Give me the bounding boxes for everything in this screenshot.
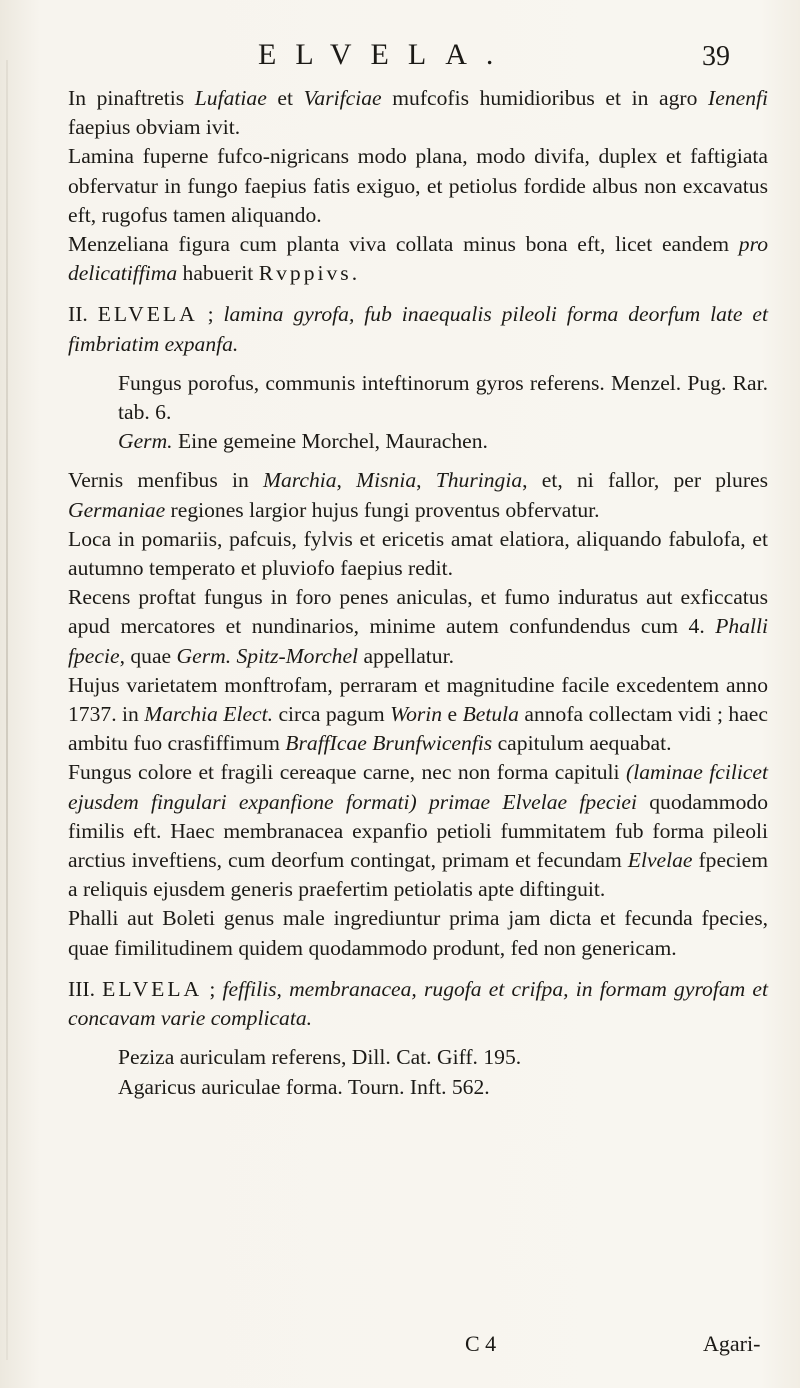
- text-run: ,: [416, 468, 436, 493]
- separator: ;: [197, 302, 224, 327]
- place-name: Marchia: [262, 468, 337, 493]
- text-run: fpeciem a reliquis ejusdem generis praefertim petiolatis apte diftinguit.: [68, 848, 768, 902]
- paragraph-phalli: Phalli aut Boleti genus male ingrediuntur prima jam dicta et fecunda fpecies, quae fimilitudinem quidem quodammodo produnt, fed non genericam.: [68, 906, 768, 960]
- language-label: Germ.: [118, 429, 173, 454]
- species-number: III.: [68, 976, 95, 1001]
- text-run: faepius obviam ivit.: [68, 115, 241, 140]
- text-run: habuerit: [177, 261, 259, 286]
- vernacular-name: Germ. Spitz-Morchel: [176, 643, 359, 668]
- paragraph-loca: Loca in pomariis, pafcuis, fylvis et ericetis amat elatiora, aliquando fabulofa, et autumno temperato et pluviofo faepius redit.: [68, 526, 768, 581]
- text-run: Menzeliana figura cum planta viva collata minus bona eft, licet eandem: [68, 232, 739, 257]
- separator: ;: [202, 976, 223, 1001]
- text-run: annofa collectam vidi ; haec ambitu fuo crasfiffimum: [68, 702, 768, 756]
- italic-phrase: pro delicatiffima: [68, 232, 768, 286]
- place-name: Thuringia: [435, 468, 523, 493]
- text-run: ,: [336, 468, 357, 493]
- paragraph-recens: [68, 583, 768, 671]
- text-run: Hujus varietatem monftrofam, perraram et magnitudine facile excedentem anno 1737. in: [68, 672, 768, 727]
- species-number: II.: [68, 302, 88, 327]
- page-header: [0, 38, 800, 78]
- text-run: Fungus colore et fragili cereaque carne, nec non forma capituli: [68, 760, 627, 785]
- italic-phrase: Phalli fpecie: [68, 614, 768, 668]
- paragraph-colore: [68, 758, 768, 904]
- place-name: Worin: [390, 702, 443, 727]
- text-run: Recens proftat fungus in foro penes aniculas, et fumo induratus aut exficcatus apud mercatores et nundinarios, minime autem confundendus cum 4.: [68, 585, 768, 639]
- spacer: [68, 963, 768, 975]
- binding-shadow: [6, 60, 8, 1360]
- place-name: Varifciae: [303, 86, 382, 110]
- paragraph-varietas: [68, 671, 768, 759]
- signature-mark: C 4: [465, 1331, 497, 1356]
- text-run: quodammodo fimilis eft. Haec membranacea expanfio petioli fummitatem fub forma pileoli arctius inveftiens, cum deorfum contingat, primam et fecundam: [68, 789, 768, 873]
- author-name: Rvppivs.: [258, 261, 361, 286]
- synonym-dillenius: Peziza auriculam referens, Dill. Cat. Giff. 195.: [118, 1045, 522, 1070]
- paragraph-menzeliana: [68, 230, 768, 288]
- genus-name: ELVELA: [97, 302, 198, 327]
- text-run: et: [266, 86, 304, 110]
- german-name: [68, 427, 768, 456]
- genus-name: ELVELA: [102, 976, 203, 1001]
- text-run: In pinaftretis: [68, 86, 195, 110]
- text-run: , quae: [119, 643, 177, 668]
- text-run: appellatur.: [358, 643, 454, 668]
- paragraph-habitat: [68, 84, 768, 142]
- synonym-menzel: Fungus porofus, communis inteftinorum gyros referens. Menzel. Pug. Rar. tab. 6.: [118, 370, 768, 425]
- vernacular-name: Eine gemeine Morchel, Maurachen.: [172, 429, 488, 454]
- species-diagnosis: lamina gyrofa, fub inaequalis pileoli forma deorfum late et fimbriatim expanfa.: [68, 302, 769, 356]
- text-run: circa pagum: [273, 702, 391, 727]
- catchword: Agari-: [703, 1331, 761, 1356]
- paragraph-distribution: [68, 466, 768, 524]
- spacer: [68, 1033, 768, 1043]
- place-name: Misnia: [356, 468, 417, 493]
- paragraph-lamina: Lamina fuperne fufco-nigricans modo plana, modo divifa, duplex et faftigiata obfervatur in fungo faepius fatis exiguo, et petiolus fordide albus non excavatus eft, rugofus tamen aliquando.: [68, 144, 768, 227]
- place-name: Lufatiae: [194, 86, 267, 110]
- species-diagnosis: feffilis, membranacea, rugofa et crifpa, in formam gyrofam et concavam varie complicata.: [68, 976, 768, 1031]
- spacer: [68, 359, 768, 369]
- plant-name: BraffIcae Brunfwicenfis: [285, 731, 493, 756]
- plant-name: Betula: [462, 702, 519, 727]
- italic-phrase: (laminae fcilicet ejusdem fingulari expanfione formati) primae Elvelae fpeciei: [68, 760, 768, 814]
- species-heading-2: [68, 300, 768, 358]
- species-heading-3: [68, 975, 768, 1033]
- spacer: [68, 456, 768, 466]
- text-run: mufcofis humidioribus et in agro: [381, 86, 709, 110]
- text-run: regiones largior hujus fungi proventus obfervatur.: [165, 497, 600, 522]
- genus-name: Elvelae: [627, 848, 693, 873]
- page-number: 39: [702, 41, 730, 72]
- text-run: , et, ni fallor, per plures: [522, 468, 769, 493]
- text-run: Vernis menfibus in: [68, 468, 263, 493]
- place-name: Marchia Elect.: [144, 702, 274, 727]
- spacer: [68, 288, 768, 300]
- text-run: e: [442, 702, 463, 727]
- synonym-tournefort: Agaricus auriculae forma. Tourn. Inft. 562.: [118, 1074, 490, 1099]
- place-name: Germaniae: [68, 497, 166, 522]
- place-name: Ienenfi: [708, 86, 768, 110]
- text-run: capitulum aequabat.: [492, 731, 672, 756]
- running-title: ELVELA.: [258, 38, 513, 71]
- main-text: [68, 84, 768, 1102]
